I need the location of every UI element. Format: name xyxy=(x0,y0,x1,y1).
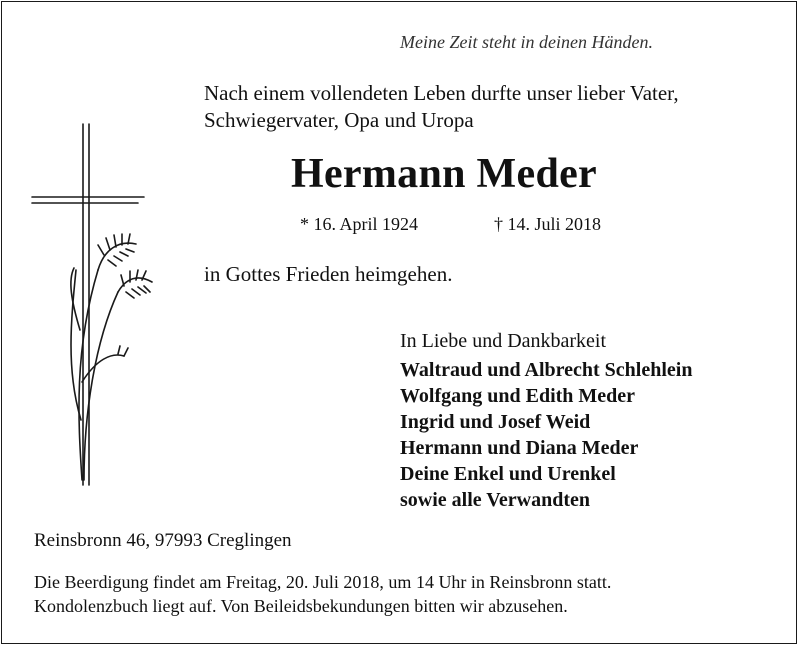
mourner-item: Waltraud und Albrecht Schlehlein xyxy=(400,359,693,381)
mourner-item: Hermann und Diana Meder xyxy=(400,437,639,459)
mourner-item: Wolfgang und Edith Meder xyxy=(400,385,636,407)
intro-text xyxy=(204,80,764,134)
deceased-name: Hermann Meder xyxy=(291,151,597,197)
love-line: In Liebe und Dankbarkeit xyxy=(400,330,607,352)
mourner-item: sowie alle Verwandten xyxy=(400,489,590,511)
mourner-item: Ingrid und Josef Weid xyxy=(400,411,591,433)
address: Reinsbronn 46, 97993 Creglingen xyxy=(34,530,292,551)
intro-line-2: Schwiegervater, Opa und Uropa xyxy=(204,108,474,132)
death-date: † 14. Juli 2018 xyxy=(494,214,602,234)
mourners-list xyxy=(400,357,692,513)
cross-with-wheat-icon xyxy=(26,120,166,495)
funeral-notice xyxy=(34,570,611,618)
intro-line-1: Nach einem vollendeten Leben durfte unser lieber Vater, xyxy=(204,81,679,105)
funeral-line-1: Die Beerdigung findet am Freitag, 20. Juli 2018, um 14 Uhr in Reinsbronn statt. xyxy=(34,572,612,592)
peace-line: in Gottes Frieden heimgehen. xyxy=(204,262,453,286)
funeral-line-2: Kondolenzbuch liegt auf. Von Beileidsbekundungen bitten wir abzusehen. xyxy=(34,596,568,616)
mourner-item: Deine Enkel und Urenkel xyxy=(400,463,616,485)
birth-date: * 16. April 1924 xyxy=(300,214,419,234)
motto: Meine Zeit steht in deinen Händen. xyxy=(400,32,653,52)
